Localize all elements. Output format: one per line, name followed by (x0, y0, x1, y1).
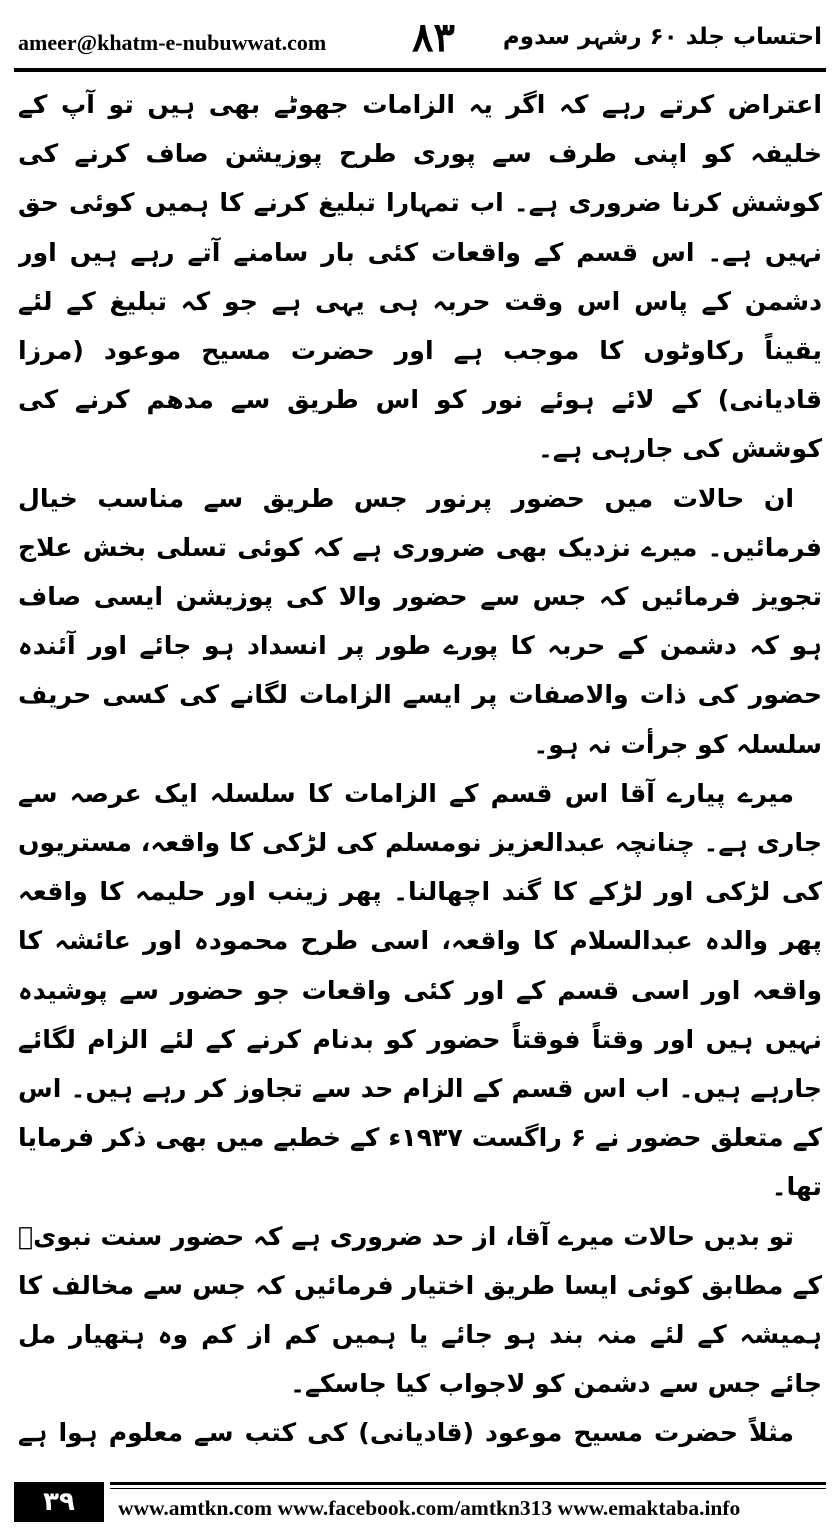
paragraph-5: مثلاً حضرت مسیح موعود (قادیانی) کی کتب سے معلوم ہوا ہے (18, 1418, 794, 1448)
body-text (18, 80, 822, 1460)
footer-rule-thin (110, 1488, 826, 1489)
page-footer (14, 1482, 826, 1528)
header-divider (14, 68, 826, 72)
paragraph-2: ان حالات میں حضور پرنور جس طریق سے مناسب خیال فرمائیں۔ میرے نزدیک بھی ضروری ہے کہ کوئی تسلی بخش علاج تجویز فرمائیں کہ جس سے حضور والا کی پوزیشن ایسی صاف ہو کہ دشمن کے حربہ کا پورے طور پر انسداد ہو جائے اور آئندہ حضور کی ذات والاصفات پر ایسے الزامات لگانے کی کسی حریف سلسلہ کو جرأت نہ ہو۔ (18, 483, 822, 759)
header-title: احتساب جلد ۶۰ رشہر سدوم (502, 24, 822, 50)
paragraph-3: میرے پیارے آقا اس قسم کے الزامات کا سلسلہ ایک عرصہ سے جاری ہے۔ چنانچہ عبدالعزیز نومسلم کی لڑکی کا واقعہ، مستریوں کی لڑکی اور لڑکے کا گند اچھالنا۔ پھر زینب اور حلیمہ کا واقعہ پھر والدہ عبدالسلام کا واقعہ، اسی طرح محمودہ اور عائشہ کا واقعہ اور اسی قسم کے اور کئی واقعات جو حضور سے پوشیدہ نہیں ہیں اور وقتاً فوقتاً حضور کو بدنام کرنے کے لئے الزام لگائے جارہے ہیں۔ اب اس قسم کے الزام حد سے تجاوز کر رہے ہیں۔ اس کے متعلق حضور نے ۶ راگست ۱۹۳۷ء کے خطبے میں بھی ذکر فرمایا تھا۔ (18, 778, 822, 1202)
paragraph-4: تو بدیں حالات میرے آقا، از حد ضروری ہے کہ حضور سنت نبویؐ کے مطابق کوئی ایسا طریق اختیار فرمائیں کہ جس سے مخالف کا ہمیشہ کے لئے منہ بند ہو جائے یا ہمیں کم از کم وہ ہتھیار مل جائے جس سے دشمن کو لاجواب کیا جاسکے۔ (18, 1221, 822, 1399)
footer-websites[interactable]: www.amtkn.com www.facebook.com/amtkn313 www.emaktaba.info (118, 1496, 741, 1520)
footer-rule-thick (110, 1482, 826, 1485)
header-page-number: ۸۳ (412, 14, 455, 61)
page-header (14, 14, 826, 66)
header-email[interactable]: ameer@khatm-e-nubuwwat.com (18, 30, 327, 55)
footer-page-box: ۳۹ (14, 1482, 104, 1522)
paragraph-1: اعتراض کرتے رہے کہ اگر یہ الزامات جھوٹے بھی ہیں تو آپ کے خلیفہ کو اپنی طرف سے پوری طرح پوزیشن صاف کرنے کی کوشش کرنا ضروری ہے۔ اب تمہارا تبلیغ کرنے کا ہمیں کوئی حق نہیں ہے۔ اس قسم کے واقعات کئی بار سامنے آتے رہے ہیں اور دشمن کے پاس اس وقت حربہ ہی یہی ہے جو کہ تبلیغ کے لئے یقیناً رکاوٹوں کا موجب ہے اور حضرت مسیح موعود (مرزا قادیانی) کے لائے ہوئے نور کو اس طریق سے مدھم کرنے کی کوشش کی جارہی ہے۔ (18, 90, 822, 464)
